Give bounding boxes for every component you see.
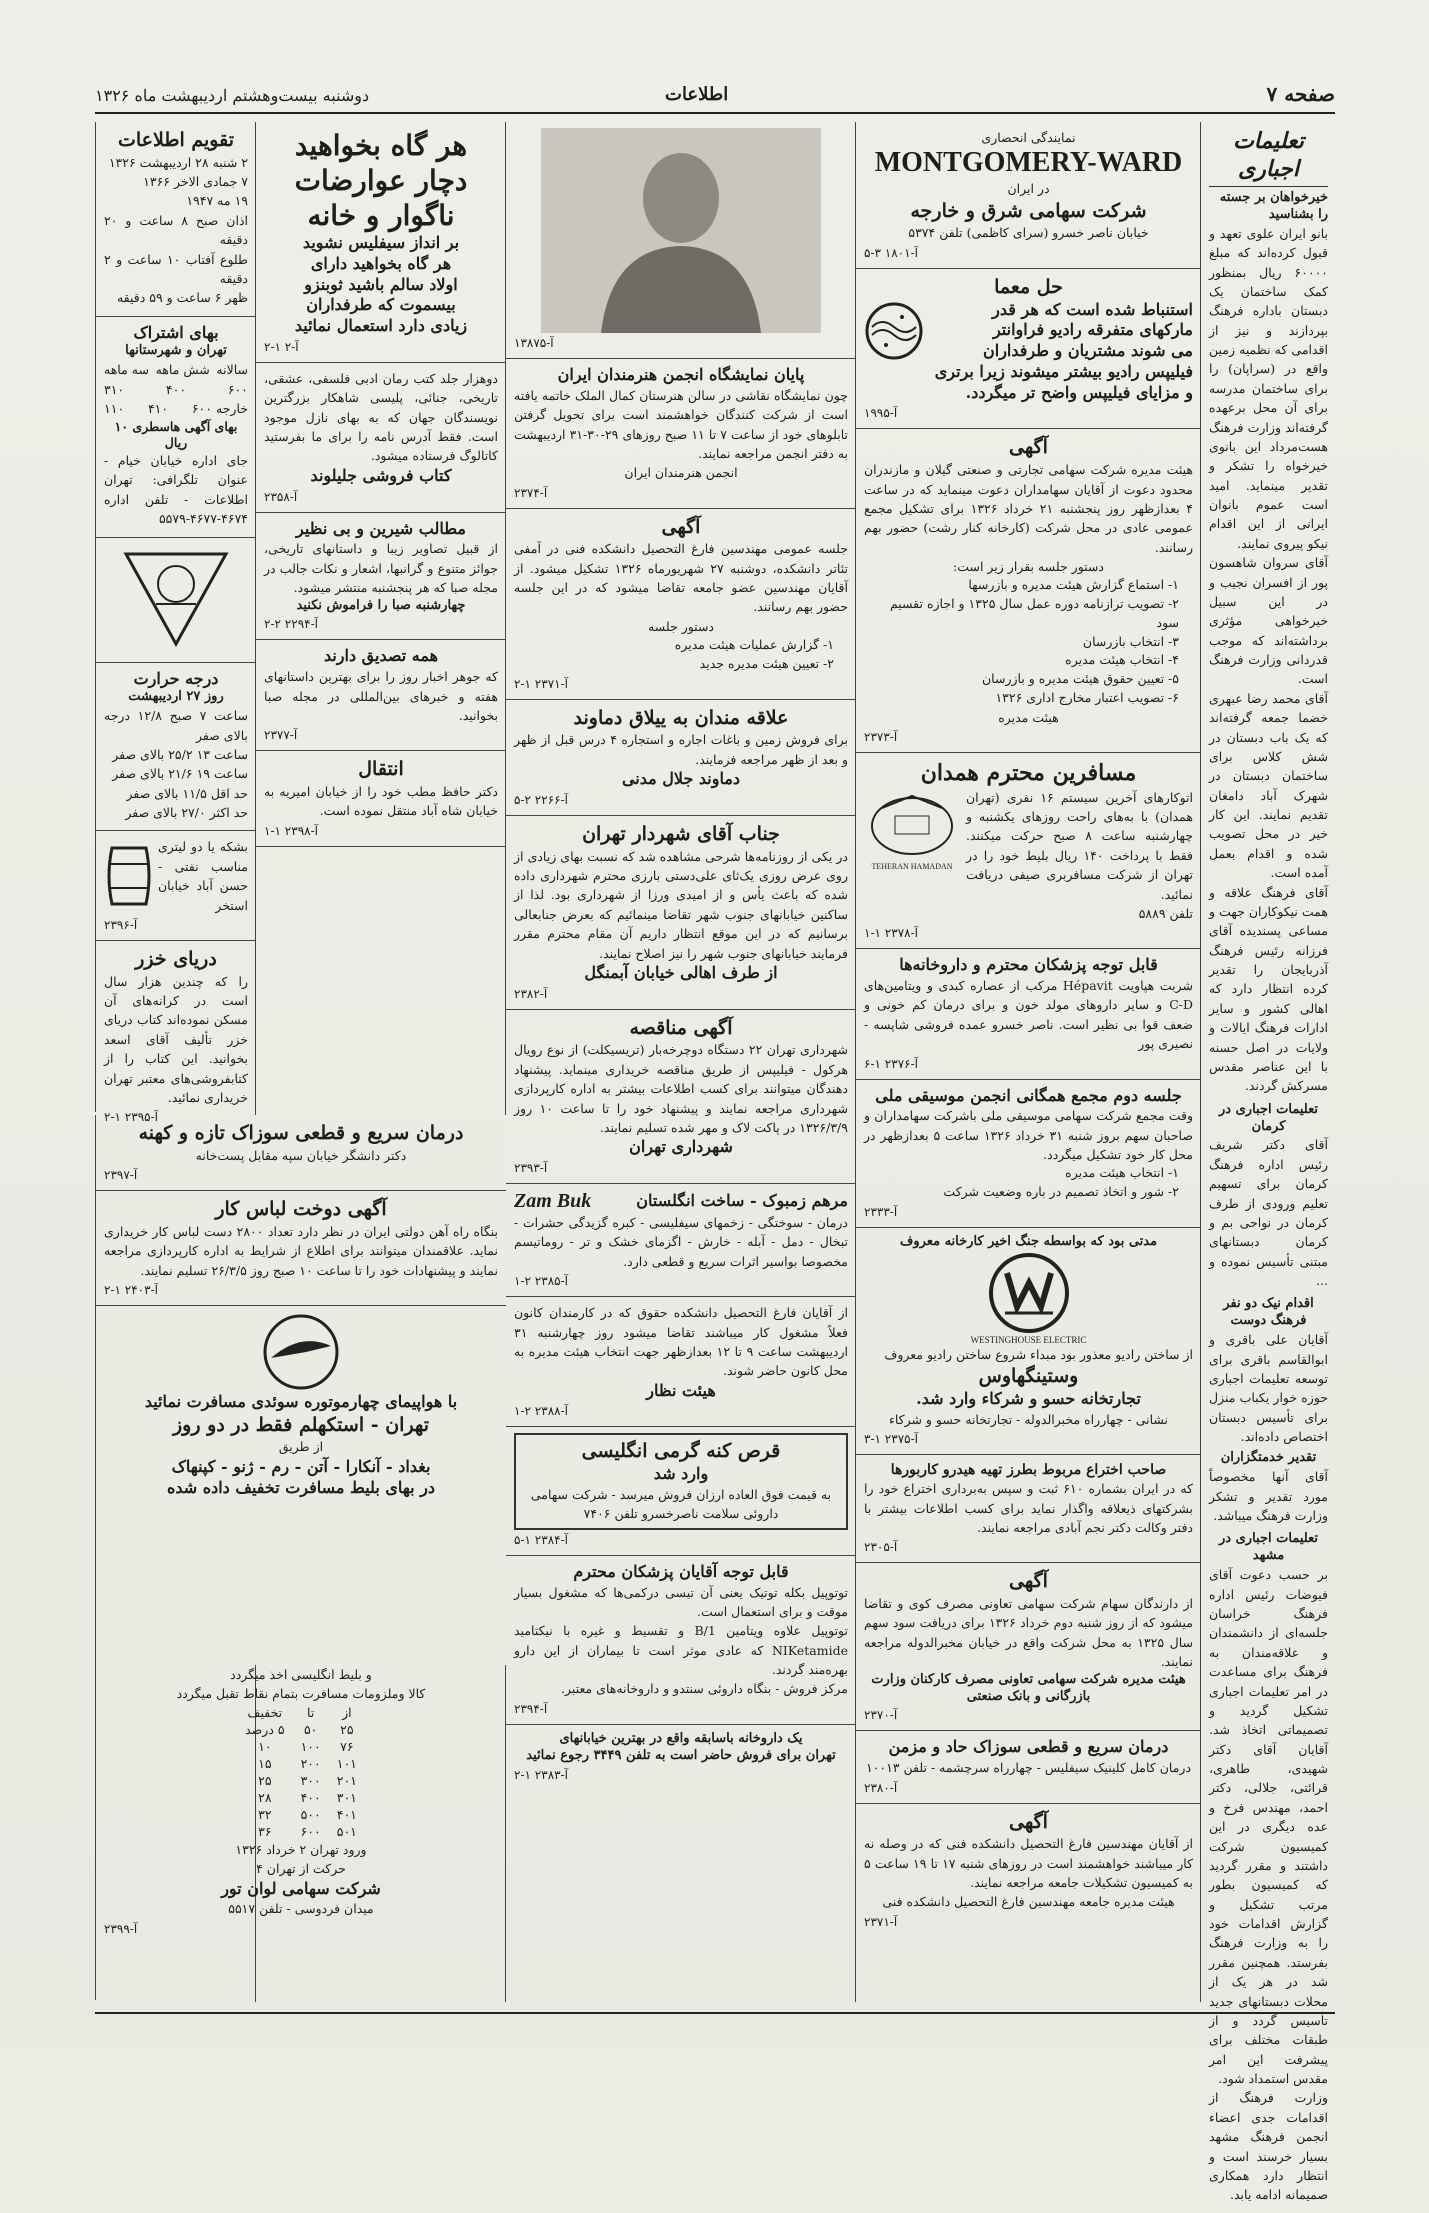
ad-code: آ-۲۳۵۸	[264, 489, 298, 504]
temperature-line: حد اقل ۱۱/۵ بالای صفر	[126, 785, 248, 801]
brand-name: MONTGOMERY-WARD	[874, 147, 1183, 179]
ad-code: آ-۱۹۹۵	[864, 406, 898, 421]
notice-faculty-meeting	[506, 509, 856, 700]
page-footer-rule	[95, 2012, 1335, 2014]
ad-heading: صاحب اختراع مربوط بطرز تهیه هیدرو کاربورها	[890, 1462, 1167, 1479]
table-row	[237, 1789, 365, 1806]
ad-doctors-notice	[506, 1556, 856, 1725]
article-text: وزارت فرهنگ از اقدامات جدی اعضاء انجمن فرهنگ مشهد بسیار خرسند است و انتظار دارد همکاری صمیمانه ادامه یابد.	[1209, 2090, 1328, 2203]
ad-damavand	[506, 700, 856, 816]
ad-line: دچار عوارضات	[294, 164, 468, 197]
calendar-line: ۲ شنبه ۲۸ اردیبهشت ۱۳۲۶	[108, 154, 248, 170]
calendar-line: ظهر ۶ ساعت و ۵۹ دقیقه	[116, 290, 248, 306]
price-cell: ۴۰۰	[165, 381, 187, 397]
price-row	[104, 399, 248, 418]
ad-code: آ-۲۳۷۳	[864, 730, 898, 745]
list-item: ۴- انتخاب هیئت مدیره	[1065, 652, 1179, 668]
page-header	[95, 80, 1335, 114]
section-title: تقویم اطلاعات	[117, 129, 234, 151]
ad-line: می شوند مشتریان و طرفداران	[983, 341, 1193, 361]
ad-heading: انتقال	[358, 758, 404, 781]
address: جای اداره خیابان خیام - عنوان تلگرافی: تهران اطلاعات - تلفن اداره ۴۶۷۴-۴۶۷۷-۵۵۷۹	[104, 453, 248, 527]
notice-artists-exhibition	[506, 359, 856, 509]
ad-heading: همه تصدیق دارند	[323, 646, 439, 666]
notice-tender	[506, 1010, 856, 1184]
list-item: ۲- شور و اتخاذ تصمیم در باره وضعیت شرکت	[943, 1184, 1179, 1200]
notice-relocation	[256, 751, 506, 846]
ad-code: آ-۲۳۸۴ ۱-۵	[514, 1532, 568, 1547]
emblem-icon	[116, 544, 236, 654]
table-cell: ۲۰۱	[336, 1772, 357, 1788]
ad-text: به قیمت فوق العاده ارزان فروش میرسد - شرکت سهامی داروئی سلامت ناصرخسرو تلفن ۷۴۰۶	[530, 1486, 832, 1522]
table-cell: ۳۰۰	[300, 1772, 321, 1788]
signature: شهرداری تهران	[629, 1137, 733, 1157]
phone: تلفن ۵۸۸۹	[1138, 905, 1193, 921]
signature: از طرف اهالی خیابان آبمنگل	[584, 962, 778, 982]
ad-text: بشکه یا دو لیتری مناسب نفتی - حسن آباد خیابان استخر	[158, 839, 248, 913]
calendar-line: ۷ جمادی الاخر ۱۳۶۶	[143, 174, 248, 190]
address: میدان فردوسی - تلفن ۵۵۱۷	[228, 1901, 374, 1917]
ad-text: را که چندین هزار سال است در کرانه‌های آن مسکن نموده‌اند کتاب دریای خزر تألیف آقای اسعد بخوانید. این کتاب را از کتابفروشی‌های معتبر تهران خریداری نمائید.	[104, 973, 248, 1105]
ad-pharmacy-sale	[506, 1725, 856, 1790]
ad-airline	[96, 1306, 506, 1506]
ad-text: دکتر حافظ مطب خود را از خیابان امیریه به خیابان شاه آباد منتقل نموده است.	[264, 784, 498, 819]
ad-heading: تهران برای فروش حاضر است به تلفن ۳۴۴۹ رجوع نمائید	[526, 1747, 836, 1763]
ad-code: آ-۲۳۷۱	[864, 1914, 898, 1929]
ad-clinic	[856, 1731, 1201, 1803]
ad-code: آ-۲۳۹۵ ۱-۲	[104, 1110, 158, 1125]
price-row	[104, 380, 248, 399]
temperature-box	[96, 663, 256, 832]
article-text: بر حسب دعوت آقای فیوضات رئیس اداره فرهنگ خراسان جلسه‌ای از دانشمندان و علاقه‌مندان به فرهنگ برای مساعدت در امر تعلیمات اجباری تشکیل گردید و تصمیماتی اتخاذ شد. آقایان آقای دکتر شهیدی، طاهری، قرائتی، جلالی، دکتر احمد، مهندس فرخ و عده دیگری در این کمیسیون شرکت داشتند و مقرر گردید که کمیسیون بطور مرتب تشکیل و گزارش اقدامات خود را به وزارت فرهنگ بفرستد. همچنین مقرر شد در هر یک از محلات دبستانهای جدید تأسیس گردد و از طبقات مختلف برای پیشرفت این امر مقدس استمداد شود.	[1209, 1567, 1328, 2087]
ad-code: آ-۲۳۹۷	[104, 1168, 138, 1183]
table-cell: ۳۶	[258, 1823, 272, 1839]
agenda-list	[864, 576, 1193, 707]
ad-subheading: چهارشنبه صبا را فراموش نکنید	[296, 597, 466, 613]
calendar-line: ۱۹ مه ۱۹۴۷	[186, 193, 248, 209]
article-text: آقایان علی باقری و ابوالقاسم باقری برای توسعه تعلیمات اجباری حوزه خوار یکباب منزل برای تأسیس دبستان اختصاص داده‌اند.	[1209, 1332, 1328, 1445]
notice-work-clothes	[96, 1191, 506, 1306]
section-title: درجه حرارت	[133, 668, 219, 688]
ad-code: آ-۲۳۷۵ ۱-۳	[864, 1432, 918, 1447]
ad-code: آ-۲۳۹۴	[514, 1701, 548, 1716]
signature: کتاب فروشی جلیلوند	[310, 465, 452, 485]
price-cell: ۴۱۰	[147, 401, 169, 417]
subheading: اقدام نیک دو نفر فرهنگ دوست	[1223, 1296, 1314, 1329]
list-item: ۵- تعیین حقوق هیئت مدیره و بازرسان	[981, 671, 1179, 687]
ad-line: مارکهای متفرقه رادیو فراوانتر	[992, 320, 1193, 340]
ad-code: آ-۲۴۰۳ ۱-۲	[104, 1282, 158, 1297]
article-text: آقای سروان شاهسون پور از افسران نجیب و در این سبیل خیرخواهی مؤثری برداشته‌اند که موجب قدردانی وزارت فرهنگ است.	[1209, 555, 1328, 687]
wide-ads-block	[95, 1115, 506, 1665]
notice-law-graduates	[506, 1297, 856, 1427]
table-cell: ۳۲	[258, 1806, 272, 1822]
ad-code: آ-۲۲۶۶ ۲-۵	[514, 792, 568, 807]
table-cell: ۲۵	[258, 1772, 272, 1788]
portrait-photo	[541, 128, 821, 333]
ad-text: که در ایران بشماره ۶۱۰ ثبت و سپس به‌برداری اختراع خود را بشرکتهای ذیعلاقه واگذار نماید برای کسب اطلاعات بیشتر با دفتر وکالت دکتر نجم آبادی مراجعه نمایند.	[864, 1481, 1193, 1536]
calendar-box	[96, 122, 256, 317]
column-compulsory-education	[1200, 122, 1336, 2203]
ad-syphilis-treatment	[256, 122, 506, 363]
section-title: تعلیمات اجباری	[1233, 128, 1304, 182]
ad-rate: بهای آگهی هاسطری ۱۰ ریال	[114, 418, 238, 450]
temperature-line: حد اکثر ۲۷/۰ بالای صفر	[125, 805, 248, 821]
ad-line: فیلیپس رادیو بیشتر میشوند زیرا برتری	[934, 361, 1193, 381]
ad-heading: جناب آقای شهردار تهران	[582, 822, 780, 845]
ad-heading: قرص کنه گرمی انگلیسی	[581, 1440, 781, 1463]
signature: هیئت مدیره جامعه مهندسین فارغ التحصیل دانشکده فنی	[882, 1894, 1175, 1910]
signature: هیئت نظار	[646, 1380, 716, 1400]
table-cell: ۴۰۰	[300, 1789, 321, 1805]
ad-text: نمایندگی انحصاری	[981, 130, 1076, 145]
ad-heading: پایان نمایشگاه انجمن هنرمندان ایران	[557, 365, 805, 384]
table-cell: ۳۰۱	[336, 1789, 357, 1805]
table-cell: ۱۰۱	[336, 1755, 357, 1771]
temperature-line: ساعت ۱۳ ۲۵/۲ بالای صفر	[112, 746, 248, 762]
emblem-box	[96, 538, 256, 663]
ad-line: بغداد - آنکارا - آتن - رم - ژنو - کپنهاک	[171, 1456, 431, 1476]
ad-philips-radio	[856, 269, 1201, 430]
ad-heading: جلسه دوم مجمع همگانی انجمن موسیقی ملی	[875, 1085, 1182, 1105]
table-cell: ۴۰۱	[336, 1806, 357, 1822]
ad-antihelminth	[506, 1427, 856, 1555]
ad-text: در ایران	[1007, 181, 1050, 197]
ad-line: اولاد سالم باشید ثوبنزو	[304, 274, 458, 294]
ad-text: برای فروش زمین و باغات اجاره و استجاره ۴ درس قبل از ظهر و بعد از ظهر مراجعه فرمایند.	[514, 732, 848, 767]
ad-barrel	[96, 831, 256, 941]
ad-line: و مزایای فیلیپس واضح تر میگردد.	[965, 382, 1193, 402]
ad-code: آ-۲۳۷۸ ۱-۱	[864, 926, 918, 941]
table-cell: ۱۰	[258, 1738, 272, 1754]
ad-text: مرکز فروش - بنگاه داروئی سنتدو و داروخانه‌های معتبر.	[561, 1681, 848, 1697]
ad-line: کالا وملزومات مسافرت بتمام نقاط تقبل میگردد	[176, 1686, 426, 1702]
ad-text: شربت هپاویت Hépavit مرکب از عصاره کبدی و ویتامین‌های C-D و سایر داروهای مولد خون و برای درمان کم خونی و ضعف قوا بی نظیر است. ناصر خسرو عمده فروشی شاپسه - نصیری پور	[864, 978, 1193, 1052]
notice-cooperative	[856, 1563, 1201, 1731]
letter-mayor	[506, 816, 856, 1010]
header-date: دوشنبه بیست‌وهشتم اردیبهشت ماه ۱۳۲۶	[95, 86, 370, 105]
signature: انجمن هنرمندان ایران	[624, 465, 738, 481]
ad-code: آ-۲۳۷۴	[514, 485, 548, 500]
ad-code: آ-۲۳۸۰	[864, 1780, 898, 1795]
table-row	[237, 1823, 365, 1840]
ad-code: آ-۲۳۷۶ ۱-۶	[864, 1056, 918, 1071]
ad-montgomery-ward	[856, 122, 1201, 269]
article-text: آقای فرهنگ علاقه و همت نیکوکاران جهت و مساعی پسندیده آقای فرزانه رئیس فرهنگ آذربایجان را تقدیر کرده انتظار دارد که اهالی کشور و سایر ادارات فرهنگ ایالات و ولایات در اصل حسنه با این عناصر مقدس مسرکش گردند.	[1209, 884, 1328, 1094]
signature: هیئت مدیره شرکت سهامی تعاونی مصرف کارکنان وزارت بازرگانی و بانک صنعتی	[871, 1671, 1186, 1704]
ad-heading: آگهی	[1009, 1810, 1048, 1833]
table-cell: ۶۰۰	[300, 1823, 321, 1839]
ad-heading: مرهم زمبوک - ساخت انگلستان	[636, 1191, 848, 1211]
ad-text: چون نمایشگاه نقاشی در سالن هنرستان کمال الملک خاتمه یافته است از شرکت کنندگان خواهشمند است برای تحویل گرفتن تابلوهای خود از ساعت ۷ تا ۱۱ صبح روزهای ۲۹-۳۰-۳۱ اردیبهشت به دفتر انجمن مراجعه نمایند.	[514, 387, 848, 461]
table-cell: ۵ درصد	[245, 1721, 285, 1737]
ad-saba-news	[256, 640, 506, 751]
bus-emblem-icon	[867, 788, 957, 858]
ad-text: از دارندگان سهام شرکت سهامی تعاونی مصرف کوی و تقاضا میشود که از روز شنبه دوم خرداد ۱۳۲۶ برای دریافت سود سهم سال ۱۳۲۵ به محل شرکت واقع در خیابان مخبرالدوله مراجعه نمایند.	[864, 1596, 1193, 1670]
ad-text: که جوهر اخبار روز را برای بهترین داستانهای هفته و خبرهای بین‌المللی در مجله صبا بخوانید.	[264, 669, 498, 724]
ad-text: درمان کامل کلینیک سیفلیس - چهارراه سرچشمه - تلفن ۱۰۰۱۳	[865, 1760, 1192, 1776]
ad-line: استنباط شده است که هر قدر	[992, 299, 1193, 319]
ad-code: آ-۲۳۸۵ ۲-۱	[514, 1274, 568, 1289]
table-row	[237, 1738, 365, 1755]
brand-name: Zam Buk	[514, 1190, 592, 1213]
ad-text: از آقایان فارغ التحصیل دانشکده حقوق که در کارمندان کانون فعلاً مشغول کار میباشند تقاضا میشود روز چهارشنبه ۳۱ اردیبهشت ساعت ۹ تا ۱۲ بعدازظهر جهت انتخاب هیئت مدیره به محل کانون حاضر شوند.	[514, 1305, 849, 1379]
ad-hepavit	[856, 949, 1201, 1079]
logo-text: TEHERAN HAMADAN	[871, 861, 953, 871]
subscription-box	[96, 317, 256, 538]
ad-bookshop	[256, 363, 506, 513]
table-row	[237, 1755, 365, 1772]
ad-line: ورود تهران ۲ خرداد ۱۳۲۶	[235, 1841, 367, 1857]
list-item: ۲- تعیین هیئت مدیره جدید	[699, 655, 834, 671]
ad-text: از قبیل تصاویر زیبا و داستانهای تاریخی، جوائز متنوع و گرانبها، اشعار و نکات جالب در مجله صبا که هر پنجشنبه منتشر میشود.	[264, 541, 498, 596]
brand-name: وستینگهاوس	[978, 1365, 1079, 1388]
price-cell: سالانه	[216, 362, 248, 378]
ad-heading: آگهی	[661, 515, 701, 538]
ad-text: شهرداری تهران ۲۲ دستگاه دوچرخه‌بار (تریسیکلت) از نوع رویال هرکول - فیلیپس از طریق مناقصه خریداری مینماید. پیشنهاد دهندگان میتوانند برای کسب اطلاعات بیشتر به اداره کارپردازی شهرداری مراجعه نمایند و پیشنهاد خود را تا ساعت ۱۰ روز ۱۳۲۶/۳/۹ در پاکت لاک و مهر شده تسلیم نمایند.	[514, 1042, 848, 1135]
price-cell: شش ماهه	[155, 362, 210, 378]
signature: هیئت مدیره	[998, 709, 1059, 725]
table-cell: ۵۰	[303, 1721, 318, 1737]
ad-heading: درمان سریع و قطعی سوزاک حاد و مزمن	[888, 1737, 1169, 1757]
ad-line: بیسموت که طرفداران	[306, 295, 456, 315]
ad-code: آ-۲۳۷۰	[864, 1708, 898, 1723]
list-item: ۳- انتخاب بازرسان	[1082, 633, 1179, 649]
logo-text: WESTINGHOUSE ELECTRIC	[970, 1334, 1087, 1345]
ad-heading: علاقه مندان به ییلاق دماوند	[573, 706, 789, 729]
ad-code: آ-۲۳۹۸ ۱-۱	[264, 823, 318, 838]
ad-text: تجارتخانه حسو و شرکاء وارد شد.	[916, 1388, 1141, 1408]
temperature-line: ساعت ۷ صبح ۱۲/۸ درجه بالای صفر	[104, 708, 248, 743]
list-item: ۲- تصویب ترازنامه دوره عمل سال ۱۳۲۵ و اجازه تقسیم سود	[889, 596, 1179, 630]
westinghouse-logo-icon	[987, 1251, 1071, 1335]
ad-line: ناگوار و خانه	[307, 199, 455, 232]
table-cell: ۲۰۰	[300, 1755, 321, 1771]
address: نشانی - چهارراه مخبرالدوله - تجارتخانه حسو و شرکاء	[888, 1411, 1169, 1427]
signature: دماوند جلال مدنی	[621, 769, 741, 789]
price-cell: سه ماهه	[104, 362, 149, 378]
header-page-number: صفحه ۷	[1266, 82, 1335, 106]
list-item: ۱- گزارش عملیات هیئت مدیره	[674, 637, 834, 653]
company-name: شرکت سهامی شرق و خارجه	[910, 199, 1147, 222]
price-cell: خارجه ۶۰۰	[191, 401, 248, 417]
ad-heading: آگهی دوخت لباس کار	[215, 1198, 387, 1221]
article-text: آقای دکتر شریف رئیس اداره فرهنگ کرمان برای تسهیم تعلیم ورودی از طرف کرمان در نواحی بم و کرمان دبستانهای مبتنی تأسیس نموده و ...	[1209, 1137, 1328, 1289]
ad-heading: آگهی	[1009, 436, 1048, 459]
price-cell: ۱۱۰	[104, 401, 125, 417]
header-title: اطلاعات	[665, 84, 729, 105]
notice-gilan-company	[856, 429, 1201, 753]
calendar-line: طلوع آفتاب ۱۰ ساعت و ۲ دقیقه	[104, 251, 248, 286]
ad-subheading: وارد شد	[653, 1464, 709, 1484]
ad-heading: مسافرین محترم همدان	[920, 760, 1137, 787]
ad-code: آ-۱۸۰۱ ۳-۵	[864, 245, 918, 260]
column-info	[95, 122, 256, 1125]
subheading: خیرخواهان بر جسته را بشناسید	[1219, 190, 1328, 222]
table-cell: ۱۰۰	[300, 1738, 321, 1754]
table-cell: ۲۸	[258, 1789, 272, 1805]
list-item: ۶- تصویب اعتبار مخارج اداری ۱۳۲۶	[995, 689, 1179, 705]
ad-text: دستور جلسه بقرار زیر است:	[953, 559, 1104, 575]
table-header: از	[342, 1704, 352, 1720]
ad-text: هیئت مدیره شرکت سهامی تجارتی و صنعتی گیلان و مازندران محدود دعوت از آقایان سهامداران دعوت مینماید که در ساعت ۴ بعدازظهر روز پنجشنبه ۲۱ خرداد ۱۳۲۶ برای تشکیل مجمع عمومی عادی در محل شرکت (کارخانه کنار رشت) حضور بهم رسانند.	[864, 462, 1193, 555]
column-ads-2	[855, 122, 1201, 2002]
article-text: آقای محمد رضا عبهری خضما جمعه گرفته‌اند که یک باب دبستان در شش کلاس برای ساختمان دبستان در شهرک آباد دامغان تقدیم نمایند. این کار خیر در محل تصویب شده و اقدام بعمل آمده است.	[1209, 690, 1328, 881]
ad-line: هر گاه بخواهید دارای	[310, 253, 452, 273]
barrel-icon	[104, 844, 154, 908]
ad-line: و بلیط انگلیسی اخذ میگردد	[230, 1667, 372, 1682]
list-item: ۱- انتخاب هیئت مدیره	[1065, 1165, 1179, 1181]
airline-details	[95, 1665, 506, 2000]
ad-code: آ-۲۳۷۱ ۱-۲	[514, 676, 568, 691]
ad-heading: آگهی	[1009, 1570, 1048, 1593]
ad-line: در بهای بلیط مسافرت تخفیف داده شده	[166, 1477, 436, 1497]
ad-code: آ-۲۳۰۵	[864, 1540, 898, 1555]
section-title: بهای اشتراک	[133, 322, 219, 342]
calendar-line: اذان صبح ۸ ساعت و ۲۰ دقیقه	[104, 212, 248, 248]
ad-line: هر گاه بخواهید	[294, 129, 468, 162]
ad-line: تهران - استکهلم فقط در دو روز	[173, 1413, 429, 1436]
ad-code: آ-۲۳۷۷	[264, 728, 298, 743]
subheading: تقدیر خدمتگزاران	[1220, 1450, 1317, 1466]
airline-logo-icon	[256, 1312, 346, 1392]
ad-line: از طریق	[278, 1439, 324, 1455]
ad-text: از آقایان مهندسین فارغ التحصیل دانشکده فنی که در وصله نه کار میباشند خواهشمند است در روزهای شنبه ۱۷ تا ۱۹ ساعت ۵ به کمیسیون تشکیلات جامعه مراجعه نمایند.	[864, 1836, 1194, 1890]
subheading: روز ۲۷ اردیبهشت	[128, 689, 224, 705]
portrait-figure-icon	[541, 128, 821, 333]
ad-heading: درمان سریع و قطعی سوزاک تازه و کهنه	[138, 1122, 464, 1144]
ad-text: دوهزار جلد کتب رمان ادبی فلسفی، عشقی، تاریخی، جنائی، پلیسی شاهکار بزرگترین نویسندگان جهان که به بهای نازل موجود است. فقط آدرس نامه را برای ما بفرستید کاتالوگ فرستاده میشود.	[264, 370, 498, 464]
ad-code: آ-۲۳۹۳	[514, 1161, 548, 1176]
ad-text: درمان - سوختگی - زخمهای سیفلیسی - کبره گزیدگی حشرات - تبخال - دمل - آبله - خارش - اگزمای خشک و تر - روماتیسم مخصوصا بواسیر اثرات سریع و قطعی دارد.	[514, 1215, 848, 1269]
ad-text: وقت مجمع شرکت سهامی موسیقی ملی باشرکت سهامداران و صاحبان سهم بروز شنبه ۳۱ خرداد ۱۳۲۶ ساعت ۵ بعدازظهر در محل کار خود تشکیل میگردد.	[864, 1108, 1193, 1163]
company-name: شرکت سهامی لوان تور	[221, 1878, 381, 1898]
ad-code: آ-۲۲۹۴ ۲-۲	[264, 617, 318, 632]
article-text: آقای آنها مخصوصاً مورد تقدیر و تشکر وزارت فرهنگ میباشد.	[1209, 1469, 1328, 1524]
table-header: تخفیف	[247, 1704, 283, 1720]
ad-heading: حل معما	[994, 275, 1063, 298]
ad-code: آ-۲۳۳۳	[864, 1204, 898, 1219]
ad-line: زیادی دارد استعمال نمائید	[294, 316, 468, 336]
ad-text: توتوپیل بکله توتیک یعنی آن تیسی درکمی‌ها که مشغول بسیار موقت و برای استعمال است.	[514, 1584, 848, 1619]
table-row	[237, 1806, 365, 1823]
ad-code: آ-۲۳۸۸ ۲-۱	[514, 1404, 568, 1419]
ad-heading: قابل توجه آقایان پزشکان محترم	[573, 1561, 789, 1581]
table-row	[237, 1772, 365, 1789]
ad-code: آ-۱۳۸۷۵	[514, 336, 554, 350]
discount-table	[237, 1704, 365, 1840]
ad-heading: مدتی بود که بواسطه جنگ اخیر کارخانه معروف	[899, 1233, 1158, 1249]
table-cell: ۷۶	[340, 1738, 354, 1754]
ad-westinghouse	[856, 1228, 1201, 1455]
ad-code: آ-۲۳۹۹	[104, 1921, 138, 1936]
temperature-line: ساعت ۱۹ ۲۱/۶ بالای صفر	[112, 766, 248, 782]
ad-code: آ-۲۳۸۳ ۱-۲	[514, 1767, 568, 1782]
ad-text: در یکی از روزنامه‌ها شرحی مشاهده شد که نسبت بهای زیادی از روی عرض روزی یک‌ثای علی‌دستی بارزی محترم شهرداری داده شده که باعث یأس و از امیدی ورزا از شهرداری بود. لذا از ساکنین خیابانهای جنوب شهر تقاضا مینمائیم که بعرض جنابعالی برسانیم که در این موقع انتظار داریم آن مقام محترم مقرر فرمایند خیابانهای جنوب شهر را نیز اصلاح نمایند.	[514, 848, 848, 961]
ad-saba-magazine	[256, 513, 506, 641]
ad-heading: دریای خزر	[135, 947, 217, 970]
ad-line: حرکت از تهران ۴	[256, 1861, 346, 1877]
ad-caspian-book	[96, 941, 256, 1132]
table-header: تا	[307, 1704, 315, 1720]
ad-text: از ساختن رادیو معذور بود مبداء شروع ساختن رادیو معروف	[884, 1346, 1193, 1362]
table-cell: ۵۰۰	[300, 1806, 321, 1822]
ad-heading: قابل توجه پزشکان محترم و داروخانه‌ها	[899, 955, 1158, 975]
price-cell: ۳۱۰	[104, 381, 125, 397]
ad-text: جلسه عمومی مهندسین فارغ التحصیل دانشکده فنی در آمفی تئاتر دانشکده، دوشنبه ۲۷ شهریورماه ۱۳۲۶ تشکیل میشود. از آقایان مهندسین عضو جامعه تقاضا میشود که در این جلسه حضور بهم رسانند.	[514, 541, 848, 615]
table-cell: ۱۵	[258, 1755, 272, 1771]
ad-text: بنگاه راه آهن دولتی ایران در نظر دارد تعداد ۲۸۰۰ دست لباس کار خریداری نماید. علاقمندان میتوانند برای اطلاع از شرایط به اداره کارپردازی مراجعه نمایند و پیشنهادات خود را تا ساعت ۱۰ صبح روز ۲۶/۳/۵ تسلیم نمایند.	[104, 1223, 499, 1278]
ad-text: اتوکارهای آخرین سیستم ۱۶ نفری (تهران همدان) با به‌های راحت روزهای یکشنبه و چهارشنبه ساعت ۸ صبح حرکت میکنند. فقط با پرداخت ۱۴۰ ریال بلیط خود را در تهران از شرکت مسافربری صیفی دریافت نمائید.	[966, 789, 1194, 902]
list-item: ۱- استماع گزارش هیئت مدیره و بازرسها	[968, 577, 1179, 593]
philips-logo-icon	[864, 301, 924, 361]
ad-hamadan-bus	[856, 753, 1201, 949]
article-text: بانو ایران علوی تعهد و قبول کرده‌اند که مبلغ ۶۰۰۰۰ ریال بمنظور کمک ساختمان یک دبستان باداره فرهنگ بپردازند و نیز از اقدامی که نظمیه زمین واقع در (سراپان) را برای ساختمان مدرسه برای آن محل برعهده گرفته‌اند وزارت فرهنگ هست‌مرداد این بانوی خیرخواه را تشکر و تقدیر مینماید. امید است عموم بانوان ایرانی از این اقدام نیکو پیروی نمایند.	[1209, 225, 1328, 551]
subheading: تهران و شهرستانها	[125, 343, 227, 359]
ad-code: آ-۲ ۱-۲	[264, 339, 299, 354]
ad-heading: یک داروخانه باسابقه واقع در بهترین خیابانهای	[559, 1730, 803, 1746]
ad-heading: آگهی مناقصه	[629, 1016, 733, 1039]
ad-line: بر انداز سیفلیس نشوید	[302, 233, 460, 252]
ad-zambuk	[506, 1184, 856, 1297]
ad-text: دستور جلسه	[648, 618, 714, 634]
ad-text: توتوپیل علاوه ویتامین B/1 و تقسیط و غیره با نیکتامید NIKetamide که عادی موثر است تا بیماران از این دارو بهره‌مند گردند.	[514, 1623, 848, 1678]
notice-patent	[856, 1455, 1201, 1563]
table-row	[237, 1721, 365, 1738]
ad-code: آ-۲۳۹۶	[104, 917, 138, 932]
ad-text: دکتر دانشگر خیابان سپه مقابل پست‌خانه	[195, 1147, 407, 1163]
price-cell: ۶۰۰	[227, 381, 248, 397]
column-ads-3	[505, 122, 856, 2002]
notice-music-society	[856, 1080, 1201, 1228]
price-row	[104, 360, 248, 379]
address: خیابان ناصر خسرو (سرای کاظمی) تلفن ۵۳۷۴	[908, 225, 1149, 241]
table-cell: ۵۰۱	[336, 1823, 357, 1839]
table-cell: ۲۵	[340, 1721, 354, 1737]
subheading: تعلیمات اجباری در کرمان	[1219, 1101, 1318, 1134]
photo-block	[506, 122, 856, 359]
subheading: تعلیمات اجباری در مشهد	[1219, 1531, 1318, 1564]
ad-line: با هواپیمای چهارموتوره سوئدی مسافرت نمائید	[144, 1391, 458, 1411]
notice-engineers	[856, 1804, 1201, 1937]
ad-code: آ-۲۳۸۲	[514, 986, 548, 1001]
ad-heading: مطالب شیرین و بی نظیر	[296, 518, 466, 538]
